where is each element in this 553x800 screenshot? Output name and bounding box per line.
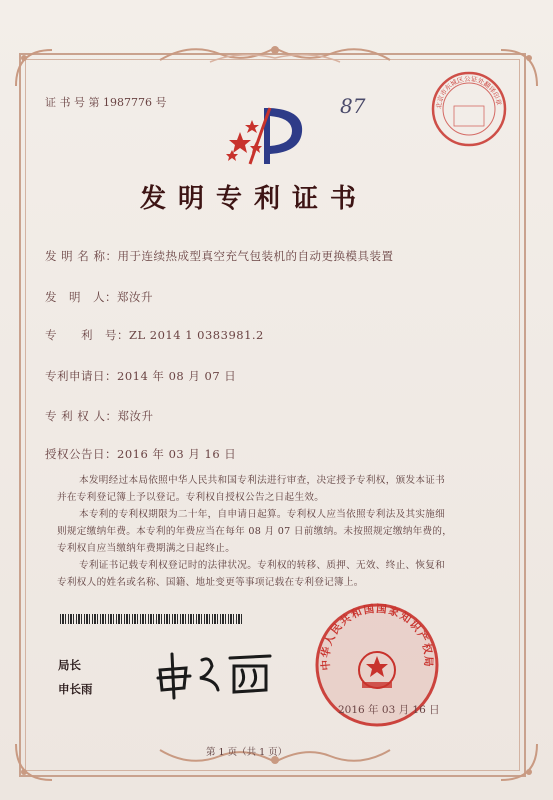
handwritten-number: 87: [340, 94, 366, 118]
stamp-text: 北京市东城区公证处翻译印章: [434, 74, 503, 110]
filing-date-field: 专利申请日：2014 年 08 月 07 日: [45, 369, 237, 383]
svg-text:北京市东城区公证处翻译印章: [434, 74, 504, 109]
patentee-field: 专 利 权 人：郑汝升: [45, 409, 154, 423]
seal-text: 中华人民共和国国家知识产权局: [319, 602, 435, 671]
patent-office-logo-icon: [220, 98, 310, 168]
corner-ornament-icon: [14, 48, 54, 88]
patent-number-field: 专 利 号：ZL 2014 1 0383981.2: [45, 328, 264, 342]
invention-name-field: 发 明 名 称：用于连续热成型真空充气包装机的自动更换模具装置: [45, 249, 394, 263]
body-line: 则规定缴纳年费。本专利的年费应当在每年 08 月 07 日前缴纳。未按照规定缴纳年费的，: [57, 526, 453, 537]
corner-ornament-icon: [499, 742, 539, 782]
inventor-field: 发 明 人：郑汝升: [45, 290, 153, 304]
director-title: 局长: [58, 658, 81, 672]
certificate-title: 发明专利证书: [140, 184, 369, 214]
director-name: 申长雨: [58, 682, 93, 696]
body-line: 本专利的专利权期限为二十年，自申请日起算。专利权人应当依照专利法及其实施细: [79, 509, 446, 520]
translation-stamp: [430, 70, 508, 148]
handwritten-signature: [150, 640, 280, 700]
body-line: 专利权自应当缴纳年费期满之日起终止。: [57, 543, 236, 554]
grant-date-field: 授权公告日：2016 年 03 月 16 日: [45, 447, 237, 461]
body-line: 本发明经过本局依照中华人民共和国专利法进行审查，决定授予专利权，颁发本证书: [79, 475, 446, 486]
corner-ornament-icon: [14, 742, 54, 782]
body-line: 专利权人的姓名或名称、国籍、地址变更等事项记载在专利登记簿上。: [57, 577, 364, 588]
body-line: 专利证书记载专利权登记时的法律状况。专利权的转移、质押、无效、终止、恢复和: [79, 560, 446, 571]
page-footer: 第 1 页（共 1 页）: [206, 747, 288, 758]
barcode: [60, 614, 242, 624]
body-line: 并在专利登记簿上予以登记。专利权自授权公告之日起生效。: [57, 492, 325, 503]
top-ornament-icon: [150, 40, 400, 70]
certificate-number: 证 书 号 第 1987776 号: [45, 96, 167, 109]
seal-date: 2016 年 03 月 16 日: [338, 704, 440, 716]
